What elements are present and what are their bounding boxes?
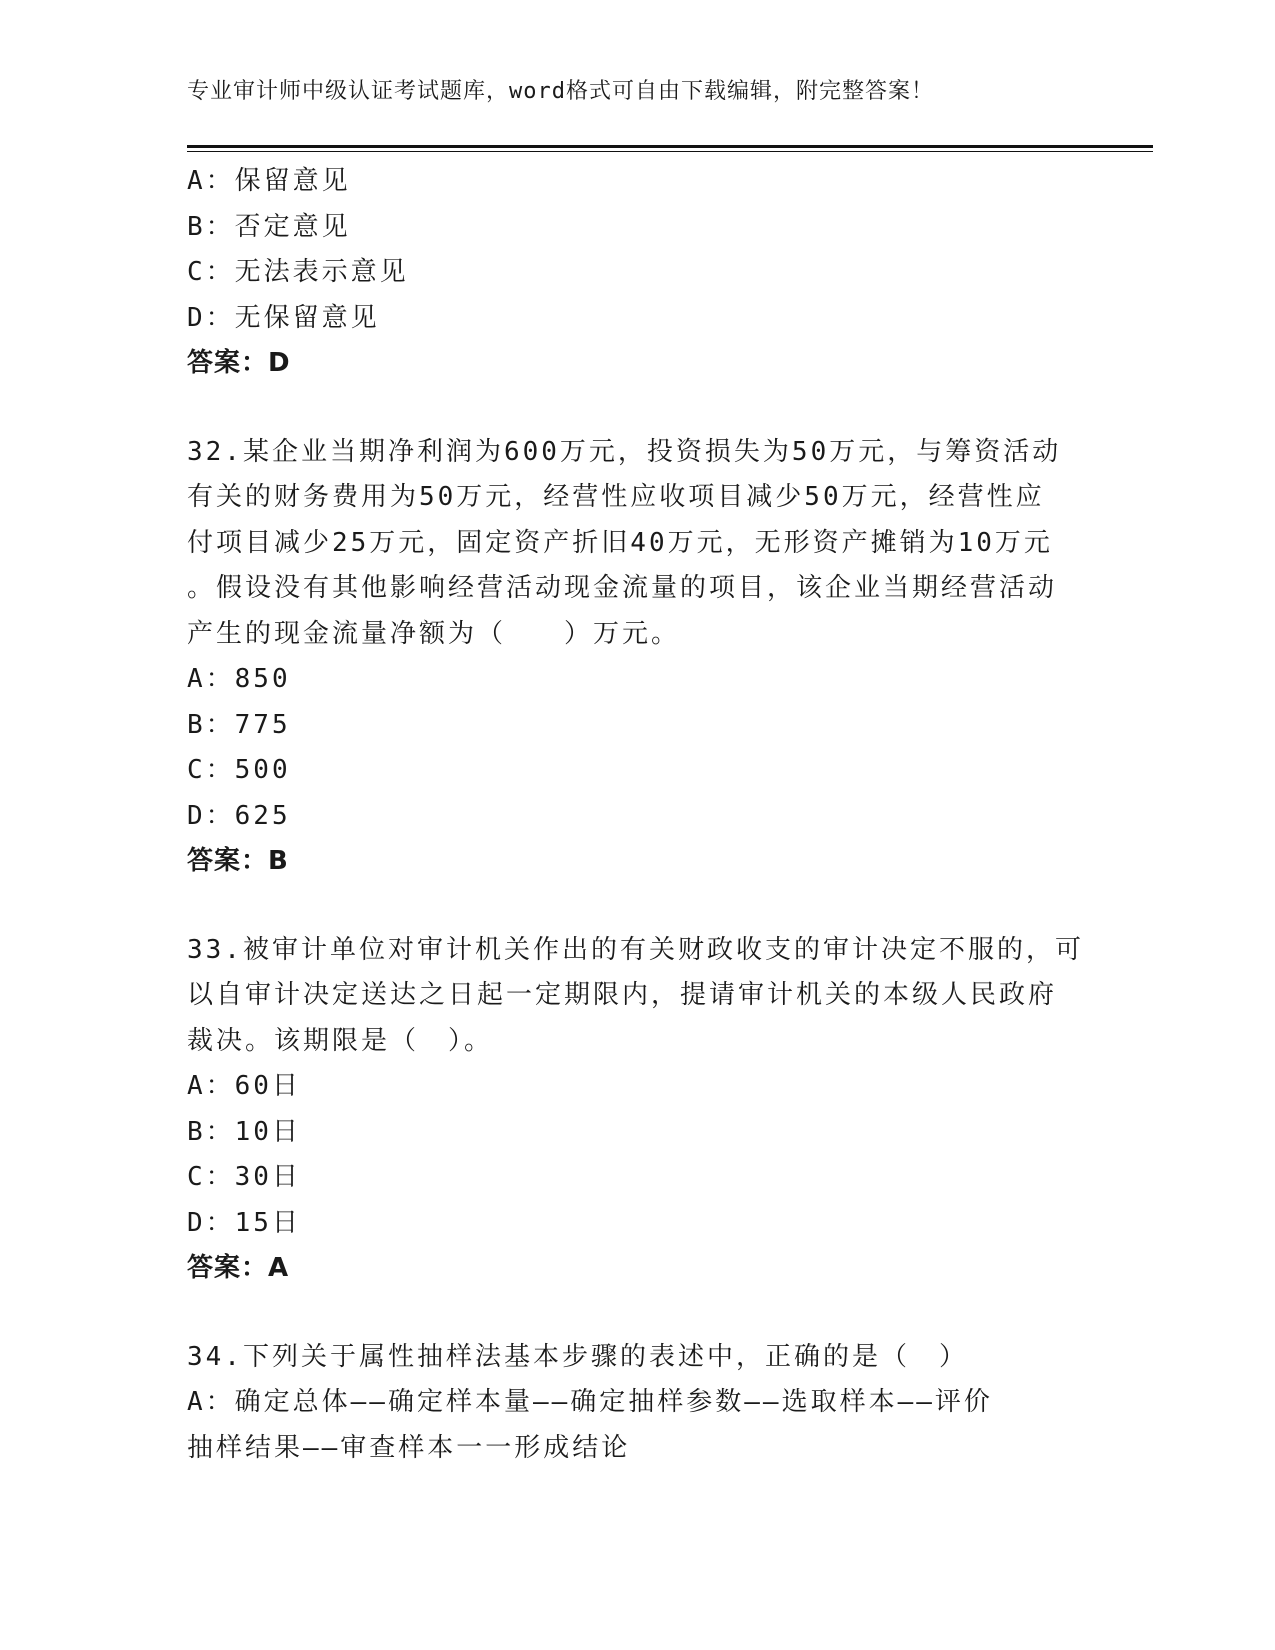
option-d: D：无保留意见 bbox=[187, 302, 380, 333]
question-32 bbox=[187, 430, 1077, 885]
document-header: 专业审计师中级认证考试题库，word格式可自由下载编辑，附完整答案！ bbox=[187, 79, 934, 104]
question-text-line: 有关的财务费用为50万元，经营性应收项目减少50万元，经营性应 bbox=[187, 482, 1045, 512]
answer: 答案：D bbox=[187, 348, 291, 378]
option-b: B：775 bbox=[187, 709, 291, 740]
question-text-line: 产生的现金流量净额为（ ）万元。 bbox=[187, 618, 681, 649]
question-34 bbox=[187, 1335, 1077, 1472]
question-text-line: 。假设没有其他影响经营活动现金流量的项目，该企业当期经营活动 bbox=[187, 573, 1058, 603]
document-body bbox=[187, 159, 1084, 1471]
question-text-line: 裁决。该期限是（ ）。 bbox=[187, 1025, 494, 1056]
option-b: B：10日 bbox=[187, 1116, 301, 1147]
option-c: C：500 bbox=[187, 755, 291, 785]
option-d: D：15日 bbox=[187, 1207, 301, 1238]
answer: 答案：B bbox=[187, 846, 289, 876]
answer: 答案：A bbox=[187, 1253, 290, 1283]
spacer bbox=[187, 1292, 1077, 1335]
option-a: A：保留意见 bbox=[187, 166, 351, 196]
question-text-line: 34.下列关于属性抽样法基本步骤的表述中，正确的是（ ） bbox=[187, 1341, 968, 1372]
question-31 bbox=[187, 159, 1077, 387]
header-rule-thin bbox=[187, 151, 1153, 152]
spacer bbox=[187, 885, 1077, 928]
option-c: C：30日 bbox=[187, 1162, 301, 1192]
option-d: D：625 bbox=[187, 800, 291, 831]
option-a: A：60日 bbox=[187, 1071, 301, 1101]
question-33 bbox=[187, 928, 1084, 1292]
spacer bbox=[187, 387, 1077, 430]
question-text-line: 以自审计决定送达之日起一定期限内，提请审计机关的本级人民政府 bbox=[187, 980, 1058, 1010]
option-a: A：850 bbox=[187, 664, 291, 694]
question-text-line: 付项目减少25万元，固定资产折旧40万元，无形资产摊销为10万元 bbox=[187, 527, 1053, 558]
option-b: B：否定意见 bbox=[187, 211, 351, 242]
option-a-continuation: 抽样结果——审查样本一一形成结论 bbox=[187, 1432, 631, 1463]
header-rule-thick bbox=[187, 145, 1153, 148]
question-text-line: 32.某企业当期净利润为600万元，投资损失为50万元，与筹资活动 bbox=[187, 436, 1062, 467]
option-c: C：无法表示意见 bbox=[187, 257, 409, 287]
question-text-line: 33.被审计单位对审计机关作出的有关财政收支的审计决定不服的，可 bbox=[187, 934, 1084, 965]
option-a: A：确定总体——确定样本量——确定抽样参数——选取样本——评价 bbox=[187, 1387, 993, 1417]
